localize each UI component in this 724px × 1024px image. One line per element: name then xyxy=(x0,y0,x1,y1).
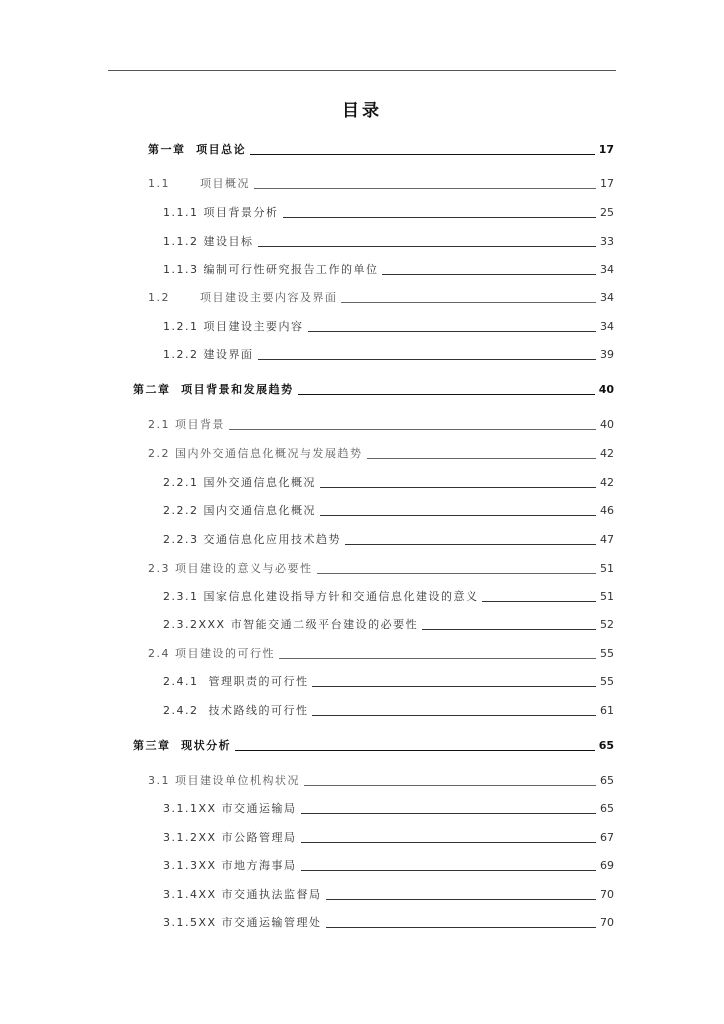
toc-entry-label: 2.4 项目建设的可行性 xyxy=(148,647,275,660)
toc-entry-label: 2.3.2XXX 市智能交通二级平台建设的必要性 xyxy=(163,618,419,631)
toc-entry-2-2-1[interactable] xyxy=(163,476,614,490)
toc-entry-page: 55 xyxy=(600,647,614,660)
toc-entry-label: 2.3 项目建设的意义与必要性 xyxy=(148,562,313,575)
toc-entry-label: 1.2 项目建设主要内容及界面 xyxy=(148,291,338,304)
toc-entry-label: 3.1.1XX 市交通运输局 xyxy=(163,802,297,815)
toc-entry-chapter-2[interactable] xyxy=(133,383,614,397)
toc-entry-2-2-3[interactable] xyxy=(163,533,614,547)
leader-line xyxy=(301,813,596,814)
toc-entry-2-3-2[interactable] xyxy=(163,618,614,632)
toc-entry-3-1-4[interactable] xyxy=(163,888,614,902)
leader-line xyxy=(229,429,596,430)
toc-entry-page: 34 xyxy=(600,263,614,276)
toc-entry-page: 42 xyxy=(600,447,614,460)
toc-entry-2-4-1[interactable] xyxy=(163,675,614,689)
leader-line xyxy=(250,154,595,155)
leader-line xyxy=(317,573,597,574)
toc-entry-label: 第一章 项目总论 xyxy=(148,143,247,156)
toc-entry-3-1-3[interactable] xyxy=(163,859,614,873)
toc-entry-1-1[interactable] xyxy=(148,177,614,191)
toc-entry-2-1[interactable] xyxy=(148,418,614,432)
toc-entry-1-1-1[interactable] xyxy=(163,206,614,220)
leader-line xyxy=(320,487,596,488)
toc-entry-2-3[interactable] xyxy=(148,562,614,576)
toc-entry-page: 33 xyxy=(600,235,614,248)
toc-entry-label: 1.1.3 编制可行性研究报告工作的单位 xyxy=(163,263,379,276)
toc-entry-page: 65 xyxy=(598,739,614,752)
leader-line xyxy=(326,899,596,900)
leader-line xyxy=(308,331,597,332)
leader-line xyxy=(382,274,596,275)
toc-entry-2-2[interactable] xyxy=(148,447,614,461)
leader-line xyxy=(345,544,596,545)
leader-line xyxy=(422,629,596,630)
toc-entry-chapter-3[interactable] xyxy=(133,739,614,753)
toc-entry-page: 70 xyxy=(600,888,614,901)
leader-line xyxy=(283,217,597,218)
toc-entry-page: 51 xyxy=(600,562,614,575)
toc-entry-label: 2.2.3 交通信息化应用技术趋势 xyxy=(163,533,341,546)
toc-entry-2-3-1[interactable] xyxy=(163,590,614,604)
leader-line xyxy=(341,302,596,303)
leader-line xyxy=(367,458,597,459)
toc-entry-page: 42 xyxy=(600,476,614,489)
toc-entry-3-1-1[interactable] xyxy=(163,802,614,816)
leader-line xyxy=(235,750,595,751)
toc-entry-chapter-1[interactable] xyxy=(148,143,614,157)
toc-entry-page: 52 xyxy=(600,618,614,631)
toc-entry-1-2-2[interactable] xyxy=(163,348,614,362)
toc-entry-label: 2.4.1 管理职责的可行性 xyxy=(163,675,309,688)
toc-entry-label: 2.1 项目背景 xyxy=(148,418,225,431)
toc-entry-2-4[interactable] xyxy=(148,647,614,661)
toc-entry-label: 1.1 项目概况 xyxy=(148,177,250,190)
toc-entry-page: 70 xyxy=(600,916,614,929)
toc-entry-label: 3.1.2XX 市公路管理局 xyxy=(163,831,297,844)
toc-entry-label: 3.1.5XX 市交通运输管理处 xyxy=(163,916,322,929)
toc-entry-3-1[interactable] xyxy=(148,774,614,788)
toc-entry-1-1-2[interactable] xyxy=(163,235,614,249)
leader-line xyxy=(301,870,596,871)
toc-entry-2-2-2[interactable] xyxy=(163,504,614,518)
toc-entry-page: 34 xyxy=(600,291,614,304)
toc-entry-label: 1.1.1 项目背景分析 xyxy=(163,206,279,219)
toc-entry-label: 第二章 项目背景和发展趋势 xyxy=(133,383,294,396)
toc-entry-page: 25 xyxy=(600,206,614,219)
leader-line xyxy=(279,658,596,659)
toc-entry-label: 2.2.2 国内交通信息化概况 xyxy=(163,504,316,517)
leader-line xyxy=(304,785,596,786)
toc-entry-label: 2.3.1 国家信息化建设指导方针和交通信息化建设的意义 xyxy=(163,590,479,603)
toc-entry-label: 3.1.4XX 市交通执法监督局 xyxy=(163,888,322,901)
toc-entry-label: 2.2.1 国外交通信息化概况 xyxy=(163,476,316,489)
toc-entry-page: 69 xyxy=(600,859,614,872)
toc-entry-page: 65 xyxy=(600,802,614,815)
toc-entry-page: 65 xyxy=(600,774,614,787)
leader-line xyxy=(254,188,596,189)
toc-entry-label: 3.1.3XX 市地方海事局 xyxy=(163,859,297,872)
toc-entry-page: 51 xyxy=(600,590,614,603)
leader-line xyxy=(258,246,597,247)
toc-entry-label: 1.2.1 项目建设主要内容 xyxy=(163,320,304,333)
toc-title: 目录 xyxy=(342,101,382,121)
toc-entry-page: 46 xyxy=(600,504,614,517)
toc-entry-3-1-5[interactable] xyxy=(163,916,614,930)
toc-entry-page: 34 xyxy=(600,320,614,333)
toc-entry-page: 47 xyxy=(600,533,614,546)
toc-entry-label: 2.4.2 技术路线的可行性 xyxy=(163,704,309,717)
toc-entry-label: 3.1 项目建设单位机构状况 xyxy=(148,774,300,787)
toc-entry-1-2[interactable] xyxy=(148,291,614,305)
toc-entry-label: 1.2.2 建设界面 xyxy=(163,348,254,361)
toc-entry-1-2-1[interactable] xyxy=(163,320,614,334)
toc-entry-page: 55 xyxy=(600,675,614,688)
leader-line xyxy=(320,515,596,516)
toc-entry-page: 40 xyxy=(598,383,614,396)
toc-entry-1-1-3[interactable] xyxy=(163,263,614,277)
leader-line xyxy=(301,842,596,843)
leader-line xyxy=(482,601,596,602)
toc-entry-page: 39 xyxy=(600,348,614,361)
toc-entry-page: 61 xyxy=(600,704,614,717)
leader-line xyxy=(312,715,596,716)
leader-line xyxy=(258,359,597,360)
toc-entry-label: 1.1.2 建设目标 xyxy=(163,235,254,248)
toc-entry-label: 2.2 国内外交通信息化概况与发展趋势 xyxy=(148,447,363,460)
toc-entry-3-1-2[interactable] xyxy=(163,831,614,845)
toc-entry-page: 40 xyxy=(600,418,614,431)
toc-entry-2-4-2[interactable] xyxy=(163,704,614,718)
toc-entry-page: 17 xyxy=(598,143,614,156)
toc-entry-page: 67 xyxy=(600,831,614,844)
toc-entry-label: 第三章 现状分析 xyxy=(133,739,232,752)
toc-entry-page: 17 xyxy=(600,177,614,190)
leader-line xyxy=(326,927,596,928)
leader-line xyxy=(298,394,595,395)
leader-line xyxy=(312,686,596,687)
